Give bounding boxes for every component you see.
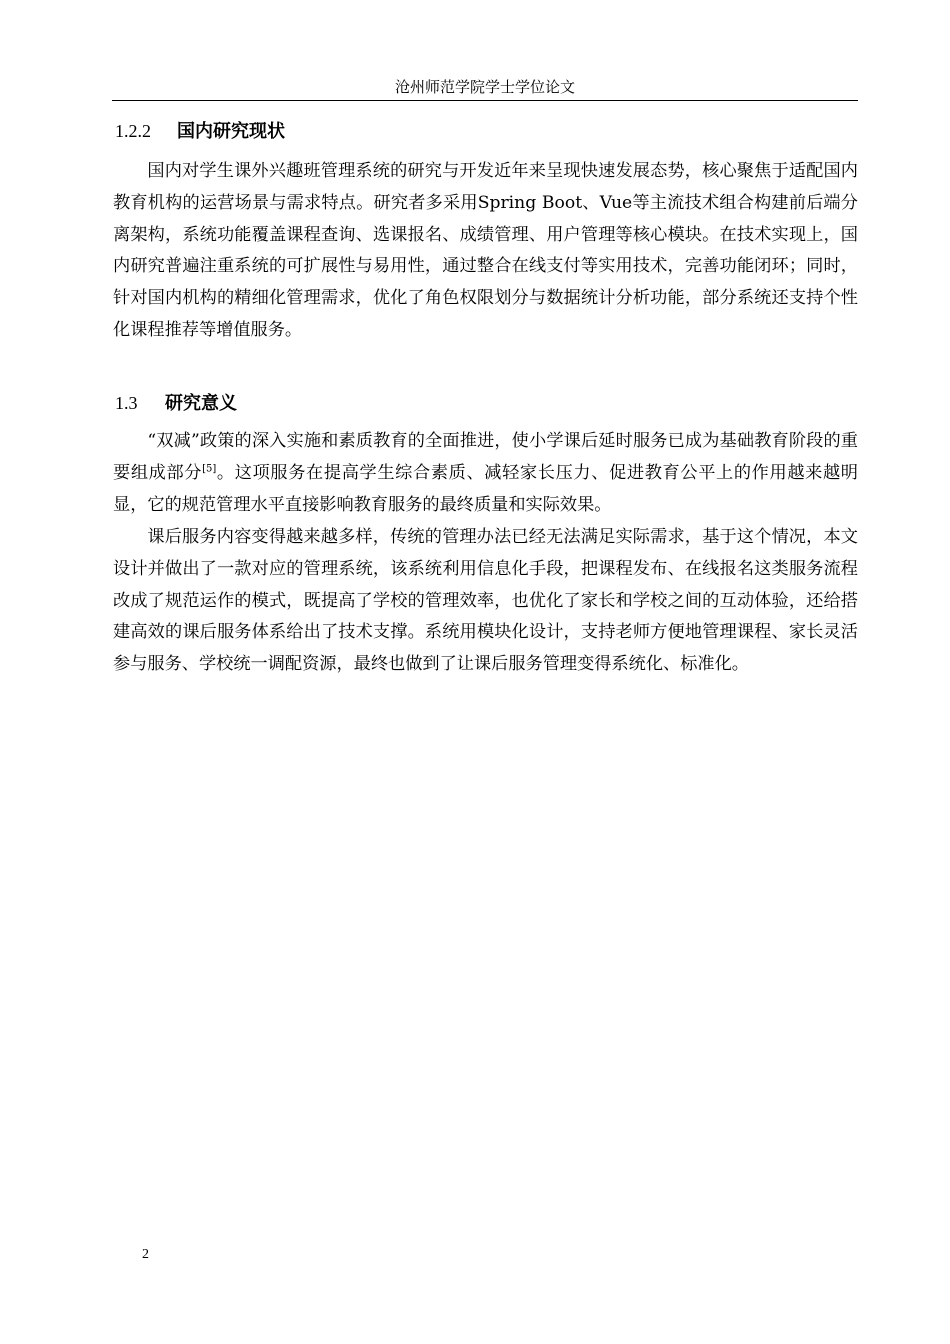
section-title: 国内研究现状	[177, 121, 285, 142]
paragraph-significance-2: 课后服务内容变得越来越多样，传统的管理办法已经无法满足实际需求，基于这个情况，本文设计并做出了一款对应的管理系统，该系统利用信息化手段，把课程发布、在线报名这类服务流程改成了规范运作的模式，既提高了学校的管理效率，也优化了家长和学校之间的互动体验，还给搭建高效的课后服务体系给出了技术支撑。系统用模块化设计，支持老师方便地管理课程、家长灵活参与服务、学校统一调配资源，最终也做到了让课后服务管理变得系统化、标准化。	[113, 527, 858, 675]
header-rule	[112, 100, 858, 101]
paragraph-domestic-research: 国内对学生课外兴趣班管理系统的研究与开发近年来呈现快速发展态势，核心聚焦于适配国内教育机构的运营场景与需求特点。研究者多采用Spring Boot、Vue等主流技术组合构建前后端分离架构，系统功能覆盖课程查询、选课报名、成绩管理、用户管理等核心模块。在技术实现上，国内研究普遍注重系统的可扩展性与易用性，通过整合在线支付等实用技术，完善功能闭环；同时，针对国内机构的精细化管理需求，优化了角色权限划分与数据统计分析功能，部分系统还支持个性化课程推荐等增值服务。	[113, 161, 858, 340]
section-number: 1.2.2	[115, 121, 151, 141]
running-header: 沧州师范学院学士学位论文	[394, 78, 575, 96]
section-title: 研究意义	[165, 393, 237, 414]
paragraph-text: 。这项服务在提高学生综合素质、减轻家长压力、促进教育公平上的作用越来越明显，它的规范管理水平直接影响教育服务的最终质量和实际效果。	[113, 462, 858, 515]
paragraph-text: “双减”政策的深入实施和素质教育的全面推进，使小学课后延时服务已成为基础教育阶段的重要组成部分	[113, 431, 858, 483]
section-heading-1-3	[115, 390, 237, 417]
page-number: 2	[142, 1247, 149, 1262]
citation-reference: [5]	[202, 463, 217, 475]
section-number: 1.3	[115, 393, 138, 413]
paragraph-significance-1	[113, 426, 858, 521]
section-heading-1-2-2	[115, 118, 285, 145]
